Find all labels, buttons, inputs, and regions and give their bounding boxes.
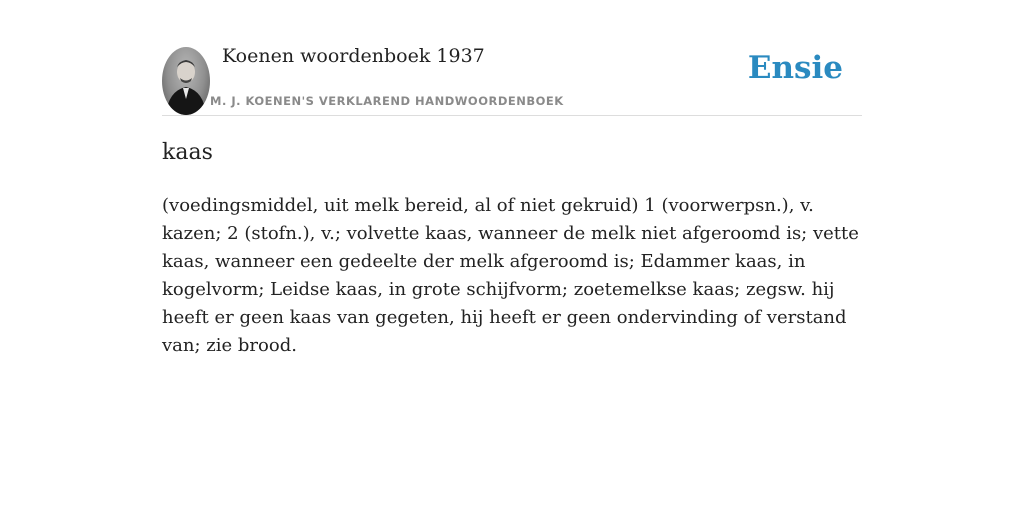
page-container (162, 0, 862, 512)
dictionary-header (162, 0, 862, 116)
ensie-logo-link[interactable]: Ensie (747, 50, 843, 86)
dictionary-title: Koenen woordenboek 1937 (222, 45, 485, 67)
entry-definition: (voedingsmiddel, uit melk bereid, al of niet gekruid) 1 (voorwerpsn.), v. kazen; 2 (stofn.), v.; volvette kaas, wanneer de melk niet afgeroomd is; vette kaas, wanneer een gedeelte der melk afgeroomd is; Edammer kaas, in kogelvorm; Leidse kaas, in grote schijfvorm; zoetemelkse kaas; zegsw. hij heeft er geen kaas van gegeten, hij heeft er geen ondervinding of verstand van; zie brood. (162, 195, 859, 356)
dictionary-subtitle: M. J. KOENEN'S VERKLAREND HANDWOORDENBOEK (210, 94, 564, 108)
author-portrait-icon (162, 47, 210, 115)
entry-headword: kaas (162, 140, 213, 165)
